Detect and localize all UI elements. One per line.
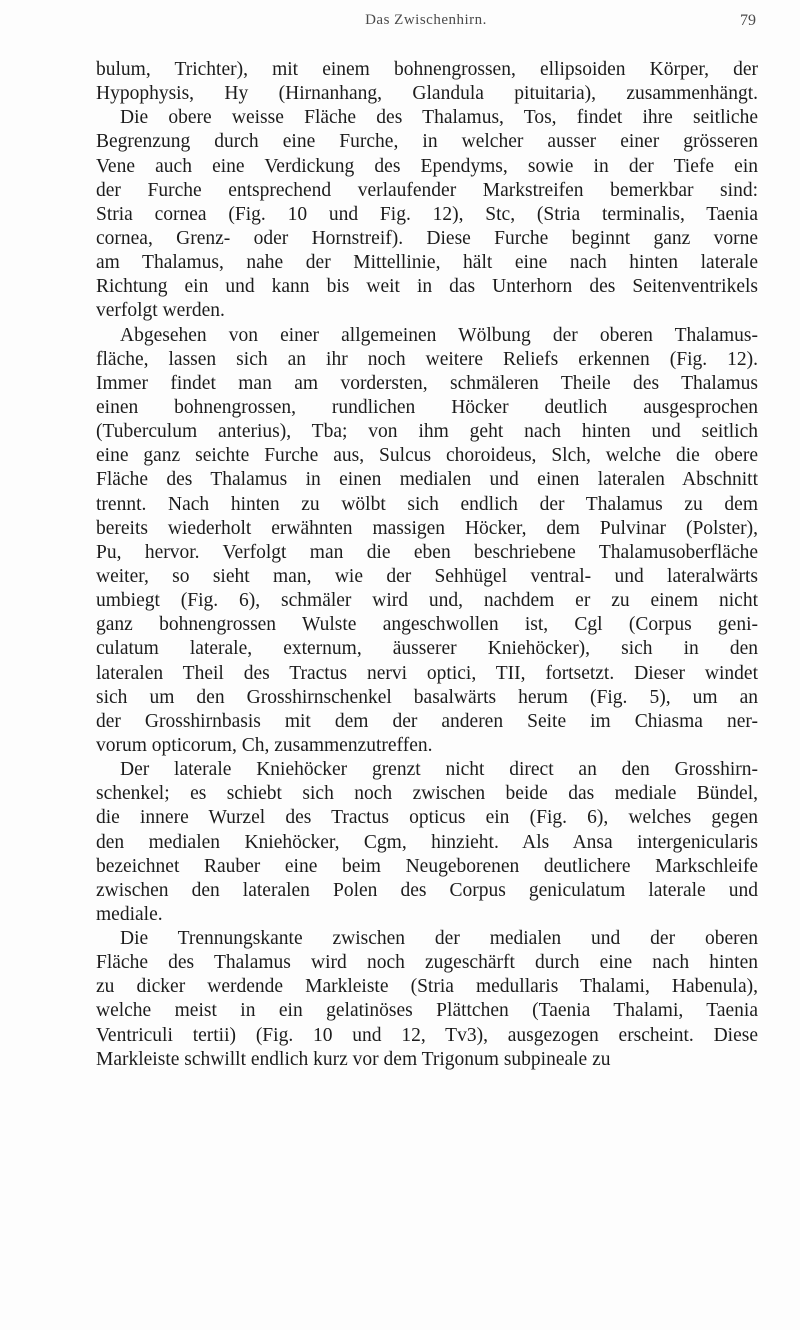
text-line: trennt. Nach hinten zu wölbt sich endlich der Thalamus zu dem [96, 493, 758, 515]
text-line: am Thalamus, nahe der Mittellinie, hält eine nach hinten laterale [96, 252, 758, 274]
text-line: lateralen Theil des Tractus nervi optici, TII, fortsetzt. Dieser windet [96, 662, 758, 684]
text-line: bezeichnet Rauber eine beim Neugeborenen deutlichere Markschleife [96, 855, 758, 877]
paragraph-start-line: Der laterale Kniehöcker grenzt nicht direct an den Grosshirn- [120, 759, 758, 781]
running-title: Das Zwischenhirn. [365, 12, 487, 28]
text-line: Hypophysis, Hy (Hirnanhang, Glandula pituitaria), zusammenhängt. [96, 83, 758, 105]
text-line: schenkel; es schiebt sich noch zwischen beide das mediale Bündel, [96, 783, 758, 805]
text-line: Pu, hervor. Verfolgt man die eben beschriebene Thalamusoberfläche [96, 541, 758, 563]
text-line: Markleiste schwillt endlich kurz vor dem Trigonum subpineale zu [96, 1048, 611, 1070]
text-line: cornea, Grenz- oder Hornstreif). Diese Furche beginnt ganz vorne [96, 227, 758, 249]
page-number: 79 [740, 12, 756, 29]
text-line: weiter, so sieht man, wie der Sehhügel ventral- und lateralwärts [96, 565, 758, 587]
text-line: culatum laterale, externum, äusserer Kniehöcker), sich in den [96, 638, 758, 660]
text-line: der Furche entsprechend verlaufender Markstreifen bemerkbar sind: [96, 179, 758, 201]
text-line: Richtung ein und kann bis weit in das Unterhorn des Seitenventrikels [96, 276, 758, 298]
paragraph-start-line: Die obere weisse Fläche des Thalamus, Tos, findet ihre seitliche [120, 107, 758, 129]
text-line: (Tuberculum anterius), Tba; von ihm geht nach hinten und seitlich [96, 421, 758, 443]
text-line: Ventriculi tertii) (Fig. 10 und 12, Tv3), ausgezogen erscheint. Diese [96, 1024, 758, 1046]
text-line: sich um den Grosshirnschenkel basalwärts herum (Fig. 5), um an [96, 686, 758, 708]
paragraph-end-line: mediale. [96, 903, 163, 925]
paragraph-start-line: Die Trennungskante zwischen der medialen und der oberen [120, 928, 758, 950]
text-line: Fläche des Thalamus in einen medialen und einen lateralen Abschnitt [96, 469, 758, 491]
text-line: den medialen Kniehöcker, Cgm, hinzieht. Als Ansa intergenicularis [96, 831, 758, 853]
text-line: fläche, lassen sich an ihr noch weitere Reliefs erkennen (Fig. 12). [96, 348, 758, 370]
paragraph-start-line: Abgesehen von einer allgemeinen Wölbung der oberen Thalamus- [120, 324, 758, 346]
text-line: eine ganz seichte Furche aus, Sulcus choroideus, Slch, welche die obere [96, 445, 758, 467]
paragraph-end-line: vorum opticorum, Ch, zusammenzutreffen. [96, 734, 433, 756]
text-line: Immer findet man am vordersten, schmäleren Theile des Thalamus [96, 372, 758, 394]
text-line: der Grosshirnbasis mit dem der anderen Seite im Chiasma ner- [96, 710, 758, 732]
body-text [96, 58, 758, 1072]
text-line: umbiegt (Fig. 6), schmäler wird und, nachdem er zu einem nicht [96, 590, 758, 612]
text-line: zu dicker werdende Markleiste (Stria medullaris Thalami, Habenula), [96, 976, 758, 998]
text-line: Vene auch eine Verdickung des Ependyms, sowie in der Tiefe ein [96, 155, 758, 177]
running-head [96, 12, 756, 42]
text-line: Fläche des Thalamus wird noch zugeschärft durch eine nach hinten [96, 952, 758, 974]
paragraph-end-line: verfolgt werden. [96, 300, 225, 322]
text-line: welche meist in ein gelatinöses Plättchen (Taenia Thalami, Taenia [96, 1000, 758, 1022]
text-line: zwischen den lateralen Polen des Corpus geniculatum laterale und [96, 879, 758, 901]
text-line: die innere Wurzel des Tractus opticus ein (Fig. 6), welches gegen [96, 807, 758, 829]
text-line: Begrenzung durch eine Furche, in welcher ausser einer grösseren [96, 131, 758, 153]
text-line: einen bohnengrossen, rundlichen Höcker deutlich ausgesprochen [96, 396, 758, 418]
text-line: ganz bohnengrossen Wulste angeschwollen ist, Cgl (Corpus geni- [96, 614, 758, 636]
text-line: bulum, Trichter), mit einem bohnengrossen, ellipsoiden Körper, der [96, 59, 758, 80]
text-line: Stria cornea (Fig. 10 und Fig. 12), Stc, (Stria terminalis, Taenia [96, 203, 758, 225]
text-line: bereits wiederholt erwähnten massigen Höcker, dem Pulvinar (Polster), [96, 517, 758, 539]
